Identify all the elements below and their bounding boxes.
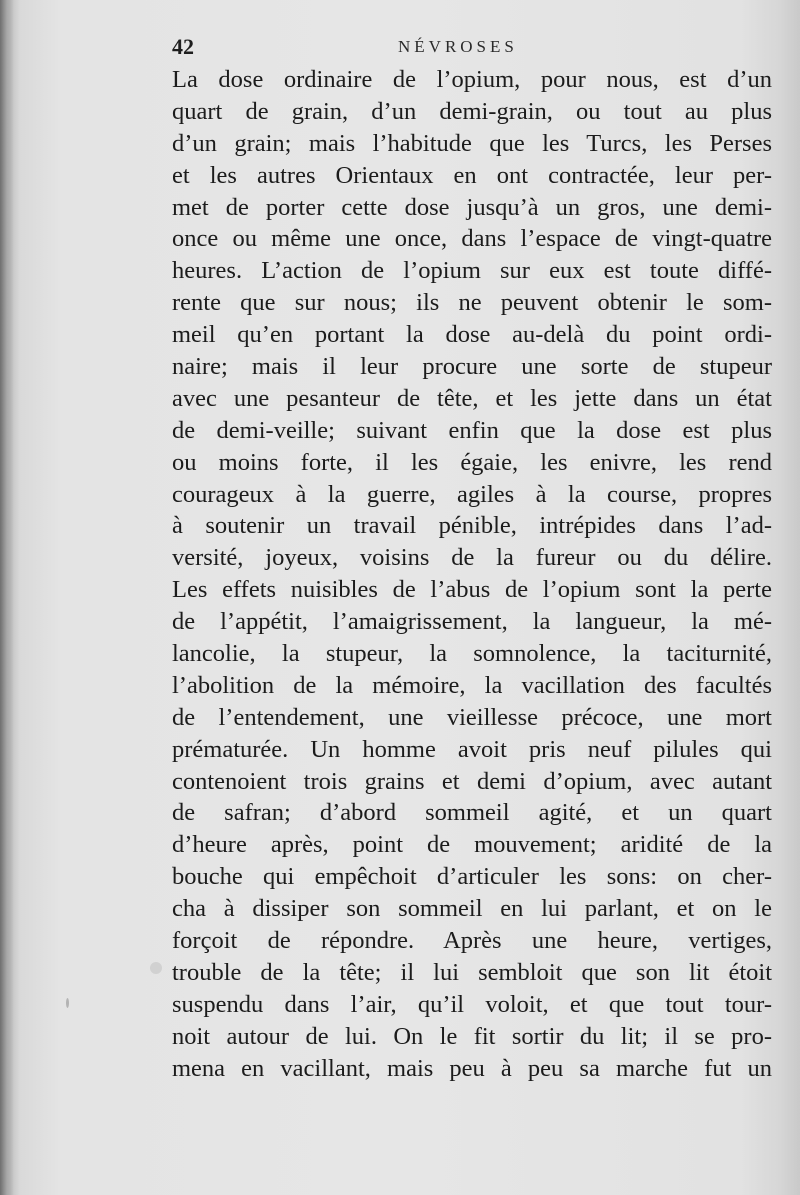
text-line: noit autour de lui. On le fit sortir du lit; il se pro-: [172, 1022, 772, 1050]
text-line: lancolie, la stupeur, la somnolence, la taciturnité,: [172, 640, 772, 668]
text-line: heures. L’action de l’opium sur eux est toute diffé-: [172, 257, 772, 285]
text-line: ou moins forte, il les égaie, les enivre, les rend: [172, 448, 772, 476]
text-line: prématurée. Un homme avoit pris neuf pilules qui: [172, 735, 772, 763]
text-line: bouche qui empêchoit d’articuler les sons: on cher-: [172, 863, 772, 891]
body-text: [172, 64, 772, 1085]
text-line: contenoient trois grains et demi d’opium, avec autant: [172, 767, 772, 795]
text-line: de l’entendement, une vieillesse précoce, une mort: [172, 703, 772, 731]
text-line: à soutenir un travail pénible, intrépides dans l’ad-: [172, 512, 772, 540]
text-line: de l’appétit, l’amaigrissement, la langueur, la mé-: [172, 608, 772, 636]
text-line: cha à dissiper son sommeil en lui parlant, et on le: [172, 895, 772, 923]
text-line: trouble de la tête; il lui sembloit que son lit étoit: [172, 958, 772, 986]
text-line: l’abolition de la mémoire, la vacillation des facultés: [172, 671, 772, 699]
text-line: versité, joyeux, voisins de la fureur ou du délire.: [172, 544, 772, 572]
text-line: courageux à la guerre, agiles à la course, propres: [172, 480, 772, 508]
text-line: La dose ordinaire de l’opium, pour nous, est d’un: [172, 66, 772, 93]
text-line: d’un grain; mais l’habitude que les Turcs, les Perses: [172, 129, 772, 157]
text-line: d’heure après, point de mouvement; aridité de la: [172, 831, 772, 859]
page-header: [172, 34, 772, 62]
text-line: et les autres Orientaux en ont contractée, leur per-: [172, 161, 772, 189]
text-line: suspendu dans l’air, qu’il voloit, et que tout tour-: [172, 990, 772, 1018]
text-line: de safran; d’abord sommeil agité, et un quart: [172, 799, 772, 827]
text-line: avec une pesanteur de tête, et les jette dans un état: [172, 384, 772, 412]
text-line: once ou même une once, dans l’espace de vingt-quatre: [172, 225, 772, 253]
running-head: NÉVROSES: [398, 37, 518, 56]
text-line: met de porter cette dose jusqu’à un gros, une demi-: [172, 193, 772, 221]
text-line: naire; mais il leur procure une sorte de stupeur: [172, 353, 772, 381]
text-line: rente que sur nous; ils ne peuvent obtenir le som-: [172, 289, 772, 317]
page-number: 42: [172, 34, 194, 59]
text-line: quart de grain, d’un demi-grain, ou tout au plus: [172, 97, 772, 125]
text-line: de demi-veille; suivant enfin que la dose est plus: [172, 416, 772, 444]
paper-speck: [66, 998, 69, 1008]
text-line: forçoit de répondre. Après une heure, vertiges,: [172, 927, 772, 955]
binding-shadow: [0, 0, 14, 1195]
text-line: meil qu’en portant la dose au-delà du point ordi-: [172, 321, 772, 349]
text-line: Les effets nuisibles de l’abus de l’opium sont la perte: [172, 576, 772, 604]
paper-speck: [150, 962, 162, 974]
text-line: mena en vacillant, mais peu à peu sa marche fut un: [172, 1054, 772, 1082]
